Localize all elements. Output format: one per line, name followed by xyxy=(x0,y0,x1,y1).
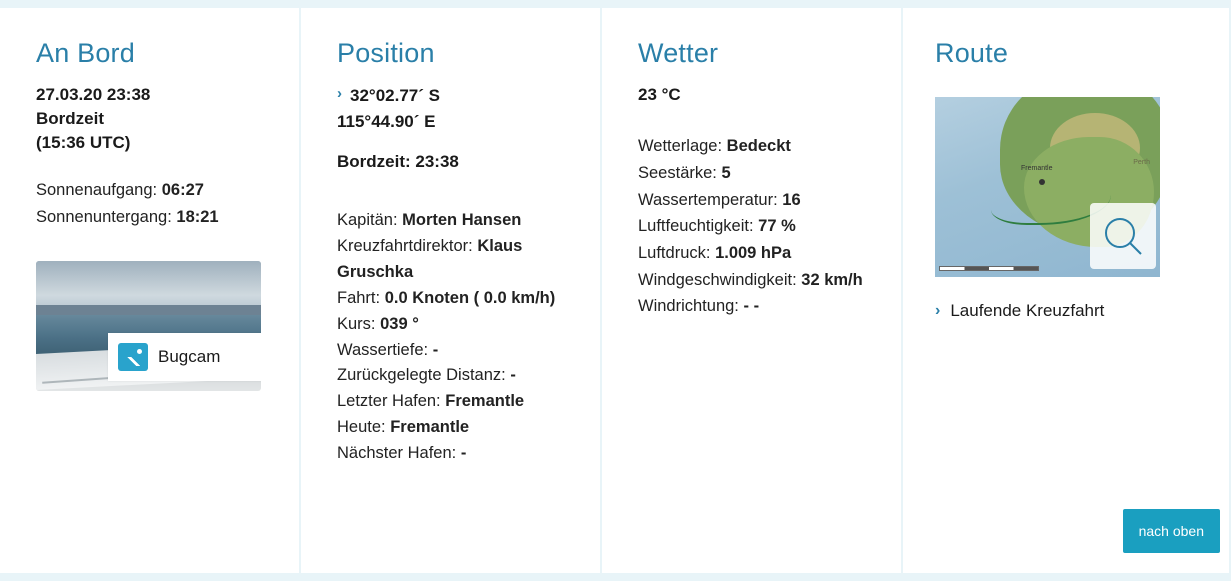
route-current-cruise-link[interactable] xyxy=(935,299,1193,322)
card-wetter xyxy=(602,8,901,573)
row-value: 1.009 hPa xyxy=(715,244,792,262)
row-value: - xyxy=(432,340,439,359)
list-item xyxy=(638,187,865,214)
onboard-time-label: Bordzeit xyxy=(36,109,104,129)
row-value: 32 km/h xyxy=(801,270,863,289)
row-label: Seestärke: xyxy=(638,163,717,182)
bugcam-sky xyxy=(36,261,261,310)
bugcam-horizon xyxy=(36,305,261,315)
list-item xyxy=(337,389,564,415)
position-details xyxy=(337,208,564,467)
position-latitude: 32°02.77´ S xyxy=(350,86,440,105)
row-label: Windgeschwindigkeit: xyxy=(638,270,797,289)
row-value: 0.0 Knoten ( 0.0 km/h) xyxy=(384,288,556,307)
list-item xyxy=(337,312,564,338)
page-title-an-bord: An Bord xyxy=(36,38,135,68)
row-label: Letzter Hafen: xyxy=(337,392,441,411)
list-item xyxy=(638,133,865,160)
row-label: Kapitän: xyxy=(337,211,398,230)
row-value: Bedeckt xyxy=(726,137,791,156)
sunset-value: 18:21 xyxy=(176,208,219,227)
row-value: 5 xyxy=(721,163,731,182)
row-value: Fremantle xyxy=(445,392,525,411)
row-value: Klaus Gruschka xyxy=(337,237,523,281)
page-title-wetter: Wetter xyxy=(638,38,719,68)
chevron-right-icon: › xyxy=(337,85,342,102)
row-label: Luftdruck: xyxy=(638,244,711,262)
sunrise-row xyxy=(36,177,263,204)
row-value: 16 xyxy=(782,190,801,209)
route-link-label: Laufende Kreuzfahrt xyxy=(950,300,1105,320)
card-position xyxy=(301,8,600,573)
list-item xyxy=(638,240,865,267)
to-top-button[interactable]: nach oben xyxy=(1123,509,1220,553)
map-port-label: Fremantle xyxy=(1021,165,1053,172)
row-label: Wetterlage: xyxy=(638,137,723,156)
list-item xyxy=(337,286,564,312)
page-title-position: Position xyxy=(337,38,435,68)
row-label: Luftfeuchtigkeit: xyxy=(638,217,754,236)
map-scale-bar xyxy=(939,266,1039,271)
weather-rows xyxy=(638,133,865,320)
list-item xyxy=(638,293,865,320)
map-port-marker xyxy=(1039,179,1045,185)
map-city-label: Perth xyxy=(1133,159,1150,166)
card-an-bord xyxy=(0,8,299,573)
weather-temperature: 23 °C xyxy=(638,85,681,104)
list-item xyxy=(638,213,865,240)
row-label: Kreuzfahrtdirektor: xyxy=(337,237,473,256)
magnifier-icon[interactable] xyxy=(1090,203,1156,269)
onboard-datetime: 27.03.20 23:38 xyxy=(36,85,151,104)
chevron-right-icon: › xyxy=(935,302,941,319)
position-longitude-row xyxy=(337,109,564,135)
onboard-utc: (15:36 UTC) xyxy=(36,133,131,153)
image-icon xyxy=(118,343,148,371)
bugcam-thumbnail[interactable] xyxy=(36,261,261,391)
row-label: Zurückgelegte Distanz: xyxy=(337,366,506,385)
row-label: Wassertiefe: xyxy=(337,340,429,359)
row-label: Wassertemperatur: xyxy=(638,190,778,209)
row-label: Windrichtung: xyxy=(638,297,739,316)
card-route xyxy=(903,8,1229,573)
list-item xyxy=(337,441,564,467)
sunrise-label: Sonnenaufgang: xyxy=(36,181,158,200)
row-label: Nächster Hafen: xyxy=(337,444,457,463)
row-label: Kurs: xyxy=(337,314,376,333)
row-value: 039 ° xyxy=(380,314,419,333)
row-value: 77 % xyxy=(758,217,796,236)
position-latitude-row xyxy=(337,83,564,109)
page-title-route: Route xyxy=(935,38,1009,68)
row-value: Morten Hansen xyxy=(402,211,522,230)
list-item xyxy=(638,160,865,187)
route-map[interactable] xyxy=(935,97,1160,277)
row-value: Fremantle xyxy=(390,418,470,437)
list-item xyxy=(337,338,564,364)
bugcam-label: Bugcam xyxy=(158,346,221,366)
list-item xyxy=(337,208,564,234)
row-value: - - xyxy=(743,297,760,316)
dashboard-columns xyxy=(0,8,1231,581)
sunrise-value: 06:27 xyxy=(161,181,204,200)
row-value: - xyxy=(510,366,516,385)
position-ship-time: Bordzeit: 23:38 xyxy=(337,152,459,171)
row-label: Fahrt: xyxy=(337,288,381,307)
bugcam-button[interactable] xyxy=(108,333,261,381)
list-item xyxy=(337,363,564,389)
list-item xyxy=(337,234,564,286)
position-longitude: 115°44.90´ E xyxy=(337,111,436,131)
row-value: - xyxy=(460,444,467,463)
list-item xyxy=(337,415,564,441)
list-item xyxy=(638,267,865,294)
sunset-label: Sonnenuntergang: xyxy=(36,208,172,227)
sunset-row xyxy=(36,204,263,231)
row-label: Heute: xyxy=(337,418,386,437)
